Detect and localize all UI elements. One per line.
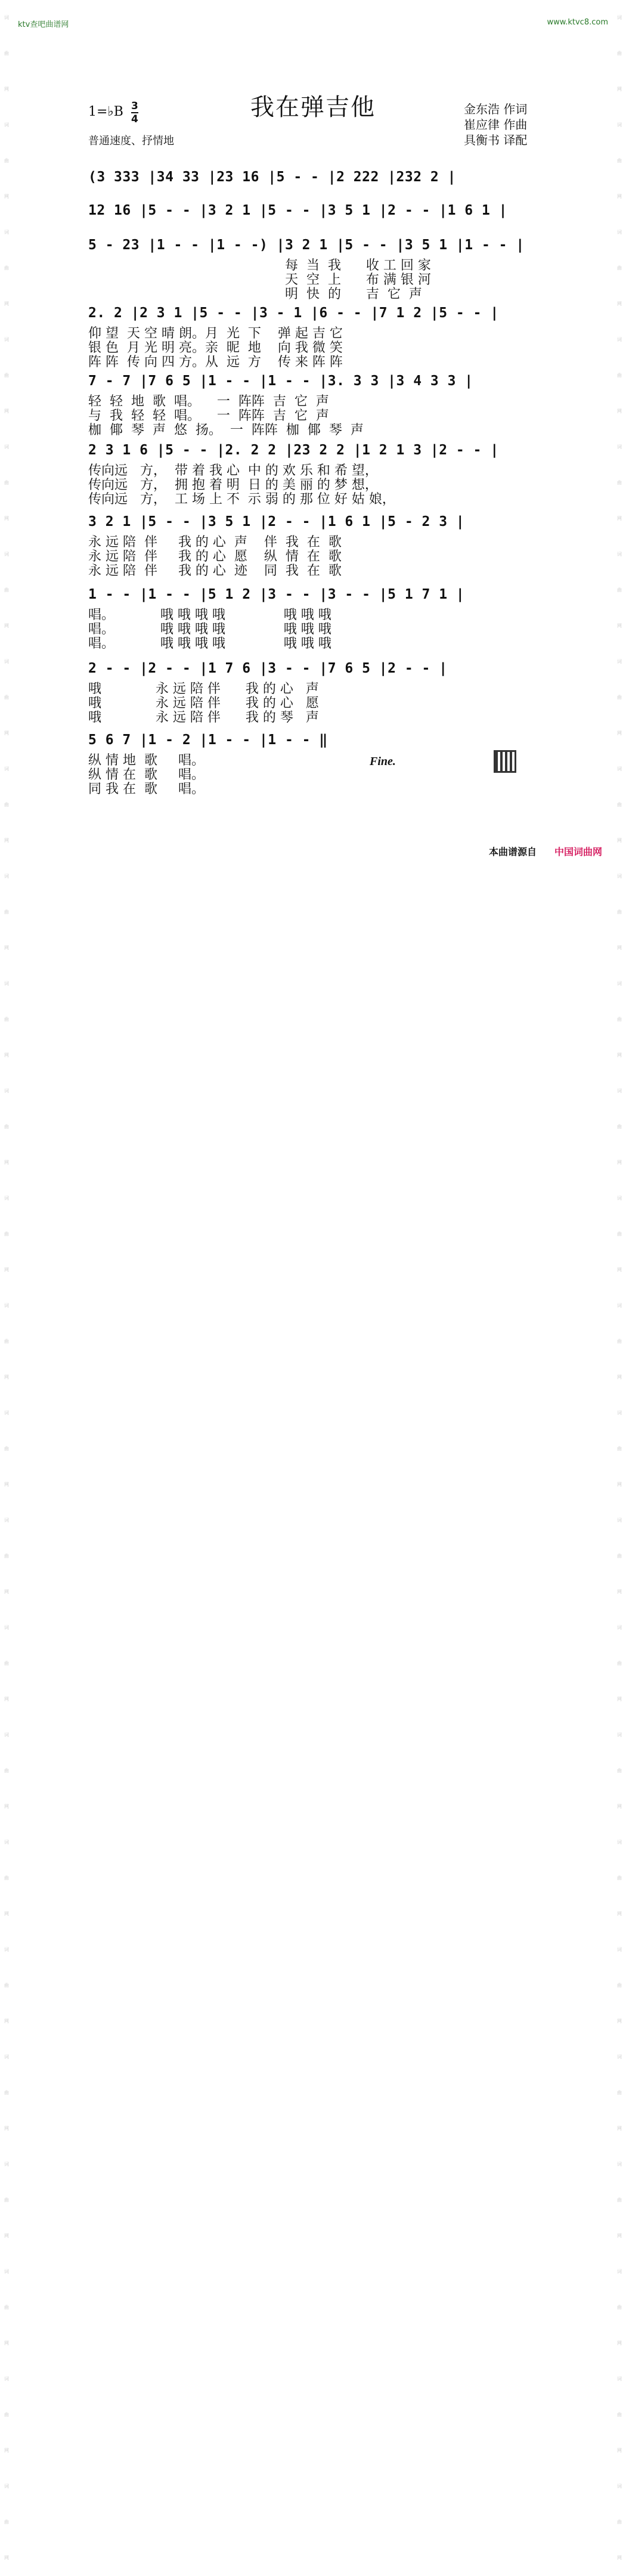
side-watermark-text: 词曲网 xyxy=(4,1196,9,1272)
side-watermark-text: 词曲网 xyxy=(617,766,622,843)
side-watermark-text: 词曲网 xyxy=(617,1303,622,1380)
notation-line: 5 6 7 |1 - 2 |1 - - |1 - - ‖ xyxy=(88,732,328,748)
side-watermark-text: 词曲网 xyxy=(4,1732,9,1809)
lyricist-credit: 金东浩 作词 xyxy=(464,102,528,116)
lyric-line-3: 明 快 的 吉 它 声 xyxy=(285,287,422,302)
notation-line: 12 16 |5 - - |3 2 1 |5 - - |3 5 1 |2 - - |1 6 1 | xyxy=(88,203,508,218)
side-watermark-text: 词曲网 xyxy=(617,1518,622,1594)
composer-credit: 崔应律 作曲 xyxy=(464,117,528,132)
lyric-line-2: 纵 情 在 歌 唱。 xyxy=(88,767,204,782)
lyric-line-3: 阵 阵 传 向 四 方。从 远 方 传 来 阵 阵 xyxy=(88,355,343,370)
notation-line: 2. 2 |2 3 1 |5 - - |3 - 1 |6 - - |7 1 2 |5 - - | xyxy=(88,305,499,321)
music-system-5 xyxy=(88,373,547,438)
lyric-line-3: 同 我 在 歌 唱。 xyxy=(88,782,204,797)
lyric-line-3: 传向远 方， 工 场 上 不 示 弱 的 那 位 好 姑 娘， xyxy=(88,492,395,507)
side-watermark-text: 词曲网 xyxy=(4,2484,9,2560)
notation-line: 2 3 1 6 |5 - - |2. 2 2 |23 2 2 |1 2 1 3 |2 - - | xyxy=(88,442,499,458)
side-watermark-text: 词曲网 xyxy=(4,874,9,950)
side-watermark-text: 词曲网 xyxy=(4,2376,9,2453)
qr-code-icon xyxy=(494,750,516,773)
side-watermark-text: 词曲网 xyxy=(4,1840,9,1916)
side-watermark-text: 词曲网 xyxy=(4,337,9,414)
side-watermark-text: 词曲网 xyxy=(4,766,9,843)
side-watermark-text: 词曲网 xyxy=(617,122,622,199)
side-watermark-text: 词曲网 xyxy=(617,874,622,950)
lyric-line-3: 哦 永 远 陪 伴 我 的 琴 声 xyxy=(88,710,319,725)
lyric-line-3: 永 远 陪 伴 我 的 心 迹 同 我 在 歌 xyxy=(88,564,342,578)
notation-line: 5 - 23 |1 - - |1 - -) |3 2 1 |5 - - |3 5 1 |1 - - | xyxy=(88,237,525,253)
side-watermark-text: 词曲网 xyxy=(4,444,9,521)
side-watermark-text: 词曲网 xyxy=(4,15,9,92)
notation-line: 1 - - |1 - - |5 1 2 |3 - - |3 - - |5 1 7 1 | xyxy=(88,587,465,602)
notation-line: 3 2 1 |5 - - |3 5 1 |2 - - |1 6 1 |5 - 2 3 | xyxy=(88,514,465,530)
side-watermark-text: 词曲网 xyxy=(617,15,622,92)
side-watermark-text: 词曲网 xyxy=(617,1625,622,1702)
side-watermark-text: 词曲网 xyxy=(617,230,622,306)
lyric-line-1: 传向远 方， 带 着 我 心 中 的 欢 乐 和 希 望， xyxy=(88,463,378,478)
lyric-line-1: 每 当 我 收 工 回 家 xyxy=(285,258,431,273)
side-watermark-text: 词曲网 xyxy=(617,1732,622,1809)
lyric-line-1: 轻 轻 地 歌 唱。 一 阵阵 吉 它 声 xyxy=(88,394,329,409)
lyric-line-3: 唱。 哦 哦 哦 哦 哦 哦 哦 xyxy=(88,636,331,651)
side-watermark-text: 词曲网 xyxy=(4,659,9,736)
side-watermark-text: 词曲网 xyxy=(617,444,622,521)
side-watermark-text: 词曲网 xyxy=(4,981,9,1058)
side-watermark-text: 词曲网 xyxy=(617,2054,622,2131)
notation-line: (3 333 |34 33 |23 16 |5 - - |2 222 |232 2 | xyxy=(88,169,456,185)
notation-line: 7 - 7 |7 6 5 |1 - - |1 - - |3. 3 3 |3 4 3 3 | xyxy=(88,373,473,389)
music-system-2 xyxy=(88,203,547,224)
side-watermark-text: 词曲网 xyxy=(617,1947,622,2024)
side-watermark-left xyxy=(2,0,11,2560)
side-watermark-text: 词曲网 xyxy=(4,230,9,306)
translator-credit: 具衡书 译配 xyxy=(464,133,528,147)
side-watermark-text: 词曲网 xyxy=(617,659,622,736)
lyric-line-1: 永 远 陪 伴 我 的 心 声 伴 我 在 歌 xyxy=(88,535,342,550)
side-watermark-text: 词曲网 xyxy=(617,2376,622,2453)
lyric-line-2: 银 色 月 光 明 亮。亲 昵 地 向 我 微 笑 xyxy=(88,340,343,355)
song-title: 我在弹吉他 xyxy=(250,94,376,121)
music-system-9 xyxy=(88,661,547,725)
lyric-line-1: 纵 情 地 歌 唱。 xyxy=(88,753,204,768)
source-brand: 中国词曲网 xyxy=(554,846,603,857)
credits xyxy=(464,101,527,148)
time-signature-top: 3 xyxy=(131,100,138,112)
lyric-line-2: 与 我 轻 轻 唱。 一 阵阵 吉 它 声 xyxy=(88,408,329,423)
watermark-top-right: www.ktvc8.com xyxy=(547,18,608,27)
side-watermark-text: 词曲网 xyxy=(4,2269,9,2346)
music-system-1 xyxy=(88,169,547,191)
lyric-line-1: 仰 望 天 空 晴 朗。月 光 下 弹 起 吉 它 xyxy=(88,326,343,341)
source-label: 本曲谱源自 xyxy=(489,846,537,857)
side-watermark-text: 词曲网 xyxy=(617,1840,622,1916)
fine-marking: Fine. xyxy=(370,755,396,768)
side-watermark-text: 词曲网 xyxy=(4,2162,9,2238)
side-watermark-text: 词曲网 xyxy=(4,1625,9,1702)
notation-line: 2 - - |2 - - |1 7 6 |3 - - |7 6 5 |2 - - | xyxy=(88,661,448,676)
lyric-line-3: 枷 倻 琴 声 悠 扬。 一 阵阵 枷 倻 琴 声 xyxy=(88,423,364,438)
side-watermark-text: 词曲网 xyxy=(617,981,622,1058)
side-watermark-text: 词曲网 xyxy=(4,1410,9,1487)
lyric-line-2: 唱。 哦 哦 哦 哦 哦 哦 哦 xyxy=(88,622,331,637)
lyric-line-2: 永 远 陪 伴 我 的 心 愿 纵 情 在 歌 xyxy=(88,549,342,564)
lyric-line-1: 唱。 哦 哦 哦 哦 哦 哦 哦 xyxy=(88,608,331,623)
side-watermark-text: 词曲网 xyxy=(4,552,9,628)
side-watermark-text: 词曲网 xyxy=(4,2054,9,2131)
side-watermark-text: 词曲网 xyxy=(4,1518,9,1594)
music-system-6 xyxy=(88,442,547,507)
side-watermark-text: 词曲网 xyxy=(4,1088,9,1165)
lyric-line-1: 哦 永 远 陪 伴 我 的 心 声 xyxy=(88,682,319,696)
lyric-line-2: 哦 永 远 陪 伴 我 的 心 愿 xyxy=(88,696,319,711)
side-watermark-text: 词曲网 xyxy=(617,337,622,414)
tempo-marking: 普通速度、抒情地 xyxy=(88,135,174,147)
lyric-line-2: 天 空 上 布 满 银 河 xyxy=(285,273,431,287)
key-signature: 1=♭B xyxy=(88,104,123,119)
side-watermark-text: 词曲网 xyxy=(617,1088,622,1165)
side-watermark-text: 词曲网 xyxy=(4,1947,9,2024)
lyric-line-2: 传向远 方， 拥 抱 着 明 日 的 美 丽 的 梦 想， xyxy=(88,478,378,493)
side-watermark-text: 词曲网 xyxy=(4,1303,9,1380)
time-signature-bottom: 4 xyxy=(131,113,138,125)
side-watermark-text: 词曲网 xyxy=(617,2484,622,2560)
side-watermark-text: 词曲网 xyxy=(617,2162,622,2238)
side-watermark-text: 词曲网 xyxy=(617,552,622,628)
side-watermark-text: 词曲网 xyxy=(617,2269,622,2346)
watermark-top-left: ktv查吧曲谱网 xyxy=(18,20,69,29)
side-watermark-right xyxy=(615,0,624,2560)
side-watermark-text: 词曲网 xyxy=(617,1196,622,1272)
side-watermark-text: 词曲网 xyxy=(617,1410,622,1487)
music-system-8 xyxy=(88,587,547,651)
side-watermark-text: 词曲网 xyxy=(4,122,9,199)
music-system-4 xyxy=(88,305,547,370)
time-signature xyxy=(131,100,138,125)
music-system-7 xyxy=(88,514,547,578)
music-system-3 xyxy=(88,237,547,302)
